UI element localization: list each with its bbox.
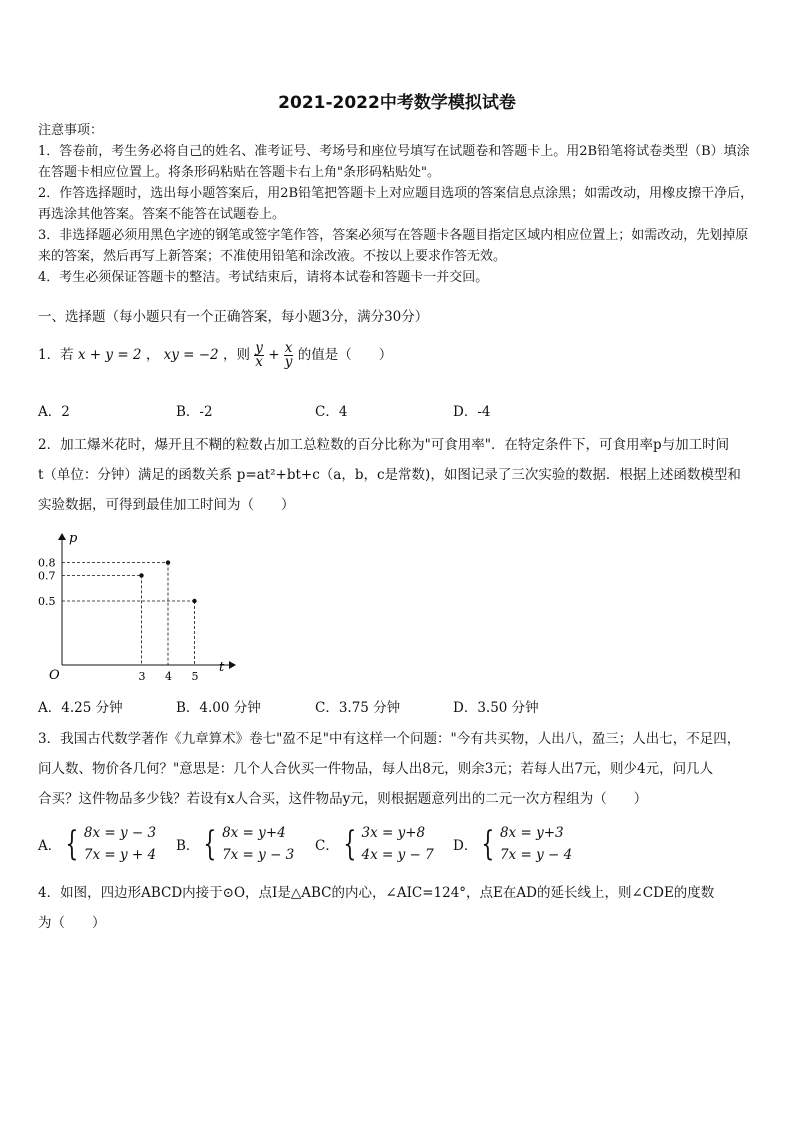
q3-option-c[interactable]: C． { 3x = y+8 4x = y − 7 bbox=[315, 824, 434, 864]
q3-line: 问人数、物价各几何？"意思是：几个人合伙买一件物品，每人出8元，则余3元；若每人出7元，则少4元，问几人 bbox=[38, 761, 714, 777]
question-1 bbox=[38, 340, 760, 370]
q2-option-a[interactable]: A．4.25 分钟 bbox=[38, 700, 123, 716]
q1-fraction-y-over-x: $\frac{y}{x}$ bbox=[255, 340, 263, 370]
origin-label: O bbox=[49, 668, 60, 683]
page-title: 2021-2022中考数学模拟试卷 bbox=[278, 93, 516, 113]
q3-line: 3．我国古代数学著作《九章算术》卷七"盈不足"中有这样一个问题："今有共买物，人出八，盈三；人出七，不足四， bbox=[38, 731, 741, 747]
x-tick-label: 3 bbox=[138, 670, 146, 683]
data-point bbox=[139, 573, 143, 577]
q2-chart bbox=[25, 528, 275, 688]
question-4 bbox=[38, 878, 760, 938]
q2-line: 实验数据，可得到最佳加工时间为（ ） bbox=[38, 497, 295, 513]
y-tick-label: 0.5 bbox=[38, 595, 56, 608]
y-tick-label: 0.7 bbox=[38, 569, 56, 583]
x-axis-label: t bbox=[219, 660, 225, 675]
q3-option-a[interactable]: A． { 8x = y − 3 7x = y + 4 bbox=[38, 824, 157, 864]
q1-option-c[interactable]: C．4 bbox=[315, 404, 348, 420]
x-tick-label: 4 bbox=[165, 670, 172, 683]
q1-condition-product: xy = −2 bbox=[163, 347, 219, 363]
notice-item: 1．答卷前，考生务必将自己的姓名、准考证号、考场号和座位号填写在试题卷和答题卡上。用2B铅笔将试卷类型（B）填涂在答题卡相应位置上。将条形码粘贴在答题卡右上角"条形码粘贴处"。 bbox=[38, 144, 750, 180]
data-point bbox=[192, 599, 196, 603]
q2-line: t（单位：分钟）满足的函数关系 p=at²+bt+c（a，b，c是常数)，如图记录了三次实验的数据．根据上述函数模型和 bbox=[38, 467, 741, 483]
notice-item: 3．非选择题必须用黑色字迹的钢笔或签字笔作答，答案必须写在答题卡各题目指定区域内相应位置上；如需改动，先划掉原来的答案，然后再写上新答案；不准使用铅笔和涂改液。不按以上要求作答无效。 bbox=[38, 228, 749, 264]
q1-option-a[interactable]: A．2 bbox=[38, 404, 70, 420]
notice-item: 2．作答选择题时，选出每小题答案后，用2B铅笔把答题卡上对应题目选项的答案信息点涂黑；如需改动，用橡皮擦干净后，再选涂其他答案。答案不能答在试题卷上。 bbox=[38, 186, 754, 222]
question-2 bbox=[38, 430, 760, 520]
q2-option-b[interactable]: B．4.00 分钟 bbox=[176, 700, 261, 716]
q2-option-d[interactable]: D．3.50 分钟 bbox=[453, 700, 539, 716]
q3-line: 合买？这件物品多少钱？若设有x人合买，这件物品y元，则根据题意列出的二元一次方程组为（ ） bbox=[38, 791, 648, 807]
q1-suffix: 的值是（ ） bbox=[297, 347, 393, 363]
q2-option-c[interactable]: C．3.75 分钟 bbox=[315, 700, 401, 716]
x-tick-label: 5 bbox=[191, 670, 199, 683]
q1-mid: ，则 bbox=[222, 347, 250, 363]
q3-option-b[interactable]: B． { 8x = y+4 7x = y − 3 bbox=[176, 824, 295, 864]
notice-block bbox=[38, 120, 760, 288]
q4-line: 4．如图，四边形ABCD内接于⊙O，点I是△ABC的内心，∠AIC=124°，点E在AD的延长线上，则∠CDE的度数 bbox=[38, 885, 715, 901]
q4-line: 为（ ） bbox=[38, 915, 106, 931]
q1-separator: ， bbox=[145, 347, 160, 363]
q3-option-d[interactable]: D． { 8x = y+3 7x = y − 4 bbox=[453, 824, 573, 864]
section-heading: 一、选择题（每小题只有一个正确答案，每小题3分，满分30分） bbox=[38, 309, 429, 325]
q1-fraction-x-over-y: $\frac{x}{y}$ bbox=[284, 340, 293, 370]
y-axis-label: p bbox=[69, 531, 78, 546]
q1-plus: + bbox=[268, 347, 280, 363]
question-3 bbox=[38, 724, 760, 814]
data-point bbox=[166, 560, 170, 564]
q1-option-d[interactable]: D．-4 bbox=[453, 404, 491, 420]
notice-heading: 注意事项： bbox=[38, 123, 104, 138]
q1-option-b[interactable]: B．-2 bbox=[176, 404, 213, 420]
q1-condition-sum: x + y = 2 bbox=[77, 347, 142, 363]
q2-line: 2．加工爆米花时，爆开且不糊的粒数占加工总粒数的百分比称为"可食用率"．在特定条件下，可食用率p与加工时间 bbox=[38, 437, 730, 453]
notice-item: 4．考生必须保证答题卡的整洁。考试结束后，请将本试卷和答题卡一并交回。 bbox=[38, 270, 489, 285]
q1-prefix: 1．若 bbox=[38, 347, 74, 363]
y-tick-label: 0.8 bbox=[38, 556, 56, 570]
